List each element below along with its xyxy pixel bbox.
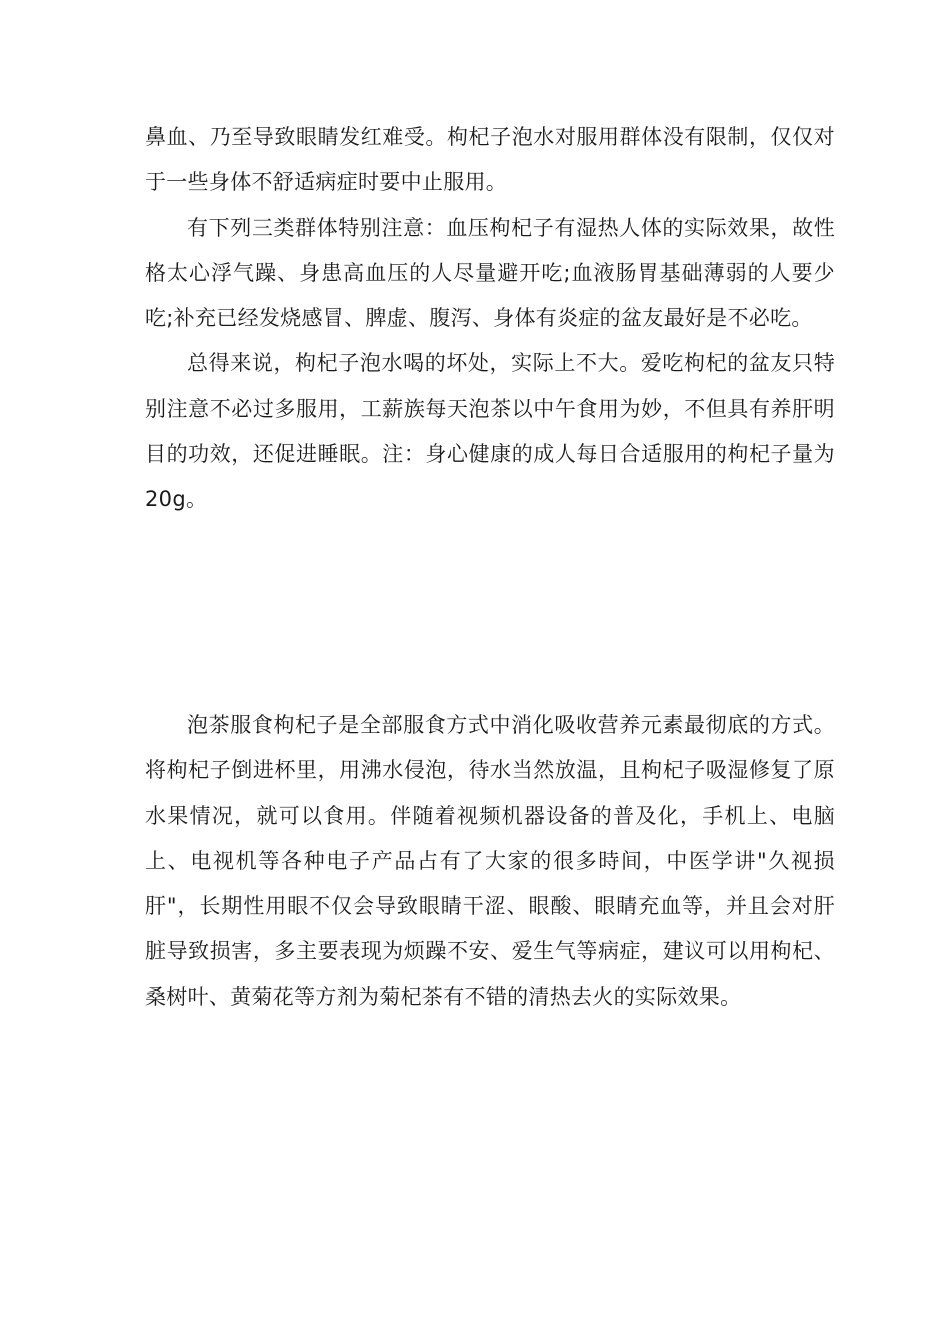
text-section-1 <box>145 115 835 523</box>
paragraph-continuation: 鼻血、乃至导致眼睛发红难受。枸杞子泡水对服用群体没有限制，仅仅对于一些身体不舒适病症时要中止服用。 <box>145 125 835 195</box>
paragraph-tea-method: 泡茶服食枸杞子是全部服食方式中消化吸收营养元素最彻底的方式。将枸杞子倒进杯里，用沸水侵泡，待水当然放温，且枸杞子吸湿修复了原水果情况，就可以食用。伴随着视频机器设备的普及化，手机上、电脑上、电视机等各种电子产品占有了大家的很多時间，中医学讲"久视损肝"，长期性用眼不仅会导致眼睛干涩、眼酸、眼睛充血等，并且会对肝脏导致损害，多主要表现为烦躁不安、爱生气等病症，建议可以用枸杞、桑树叶、黄菊花等方剂为菊杞茶有不错的清热去火的实际效果。 <box>145 713 835 1009</box>
paragraph-summary: 总得来说，枸杞子泡水喝的坏处，实际上不大。爱吃枸杞的盆友只特别注意不必过多服用，工薪族每天泡茶以中午食用为妙，不但具有养肝明目的功效，还促进睡眠。注：身心健康的成人每日合适服用的枸杞子量为20g。 <box>145 351 835 512</box>
paragraph-caution-groups: 有下列三类群体特别注意：血压枸杞子有湿热人体的实际效果，故性格太心浮气躁、身患高血压的人尽量避开吃;血液肠胃基础薄弱的人要少吃;补充已经发烧感冒、脾虚、腹泻、身体有炎症的盆友最好是不必吃。 <box>145 215 835 331</box>
text-section-2 <box>145 703 835 1020</box>
